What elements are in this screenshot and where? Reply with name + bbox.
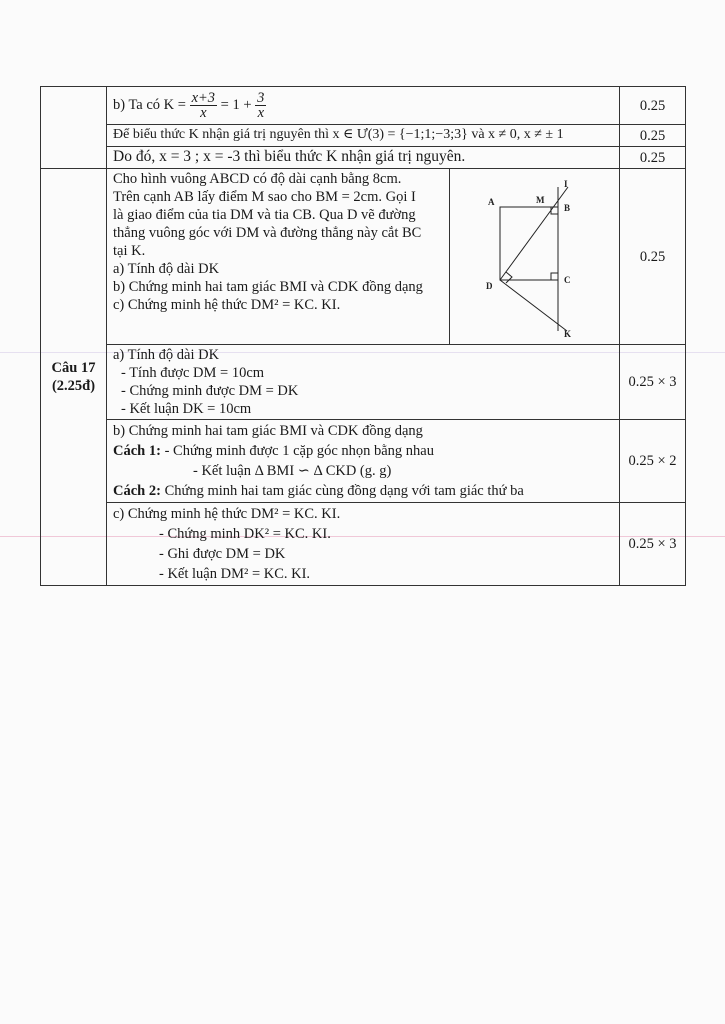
part-b-method-2 — [113, 481, 613, 501]
row-b-lead: b) Ta có K = — [113, 96, 190, 113]
problem-line: b) Chứng minh hai tam giác BMI và CDK đồng dạng — [113, 279, 423, 295]
row-d-content: Do đó, x = 3 ; x = -3 thì biểu thức K nhận giá trị nguyên. — [107, 147, 620, 169]
label-m: M — [536, 195, 545, 205]
part-c-step: - Chứng minh DK² = KC. KI. — [159, 526, 331, 542]
line-dk — [500, 280, 567, 331]
score-cell: 0.25 — [620, 147, 686, 169]
geometry-figure — [450, 169, 619, 344]
grading-table — [40, 86, 686, 586]
part-c-content — [107, 503, 620, 586]
table-row — [41, 503, 686, 586]
question-cell-prev — [41, 87, 107, 169]
label-i: I — [564, 179, 568, 189]
label-c: C — [564, 275, 571, 285]
part-c-step: - Kết luận DM² = KC. KI. — [159, 566, 311, 582]
fraction-2-num: 3 — [257, 90, 265, 106]
table-row — [41, 125, 686, 147]
method-2-text: Chứng minh hai tam giác cùng đồng dạng với tam giác thứ ba — [160, 483, 524, 499]
part-c-step: - Ghi được DM = DK — [159, 546, 286, 562]
part-a-heading: a) Tính độ dài DK — [113, 347, 220, 363]
problem-line: Trên cạnh AB lấy điểm M sao cho BM = 2cm. Gọi I — [113, 189, 416, 205]
problem-line: là giao điểm của tia DM và tia CB. Qua D vẽ đường — [113, 207, 416, 223]
table-row — [41, 147, 686, 169]
score-cell: 0.25 × 3 — [620, 345, 686, 420]
row-b-content — [107, 87, 620, 125]
label-k: K — [564, 329, 572, 339]
table-row — [41, 87, 686, 125]
table-row — [41, 169, 686, 345]
part-a-step: - Chứng minh được DM = DK — [121, 383, 299, 399]
table-row — [41, 345, 686, 420]
part-b-content — [107, 420, 620, 503]
problem-line: Cho hình vuông ABCD có độ dài cạnh bằng 8cm. — [113, 171, 402, 187]
label-a: A — [488, 197, 495, 207]
fraction-1-den: x — [200, 105, 207, 121]
part-a-content — [107, 345, 620, 420]
label-b: B — [564, 203, 571, 213]
problem-cell — [107, 169, 620, 345]
score-cell: 0.25 — [620, 125, 686, 147]
method-1-label: Cách 1: — [113, 443, 161, 459]
row-b-mid: = 1 + — [220, 96, 256, 113]
method-1-conclusion: - Kết luận Δ BMI ∽ Δ CKD (g. g) — [193, 463, 392, 479]
fraction-2 — [255, 91, 266, 120]
part-c-heading: c) Chứng minh hệ thức DM² = KC. KI. — [113, 506, 341, 522]
right-angle-d — [506, 272, 512, 283]
fraction-2-den: x — [257, 105, 264, 121]
method-1-text: - Chứng minh được 1 cặp góc nhọn bằng nhau — [160, 443, 434, 459]
row-c-content: Để biểu thức K nhận giá trị nguyên thì x ∈ Ư(3) = {−1;1;−3;3} và x ≠ 0, x ≠ ± 1 — [107, 125, 620, 147]
question-cell — [41, 169, 107, 586]
problem-statement — [107, 169, 450, 344]
question-label: Câu 17 — [51, 360, 96, 376]
label-d: D — [486, 281, 493, 291]
question-points: (2.25đ) — [51, 378, 96, 394]
part-b-heading: b) Chứng minh hai tam giác BMI và CDK đồng dạng — [113, 423, 423, 439]
problem-line: thẳng vuông góc với DM và đường thẳng này cắt BC — [113, 225, 422, 241]
part-a-step: - Kết luận DK = 10cm — [121, 401, 252, 417]
part-a-step: - Tính được DM = 10cm — [121, 365, 265, 381]
fraction-1-num: x+3 — [191, 90, 216, 106]
table-row — [41, 420, 686, 503]
right-angle-c — [551, 273, 558, 280]
square-diagram — [450, 169, 626, 344]
score-cell: 0.25 — [620, 169, 686, 345]
problem-line: tại K. — [113, 243, 146, 259]
problem-line: c) Chứng minh hệ thức DM² = KC. KI. — [113, 297, 341, 313]
score-cell: 0.25 × 3 — [620, 503, 686, 586]
square-abcd — [500, 207, 558, 280]
score-cell: 0.25 — [620, 87, 686, 125]
part-b-method-1 — [113, 441, 613, 461]
fraction-1 — [190, 91, 217, 120]
method-2-label: Cách 2: — [113, 483, 161, 499]
problem-line: a) Tính độ dài DK — [113, 261, 220, 277]
score-cell: 0.25 × 2 — [620, 420, 686, 503]
